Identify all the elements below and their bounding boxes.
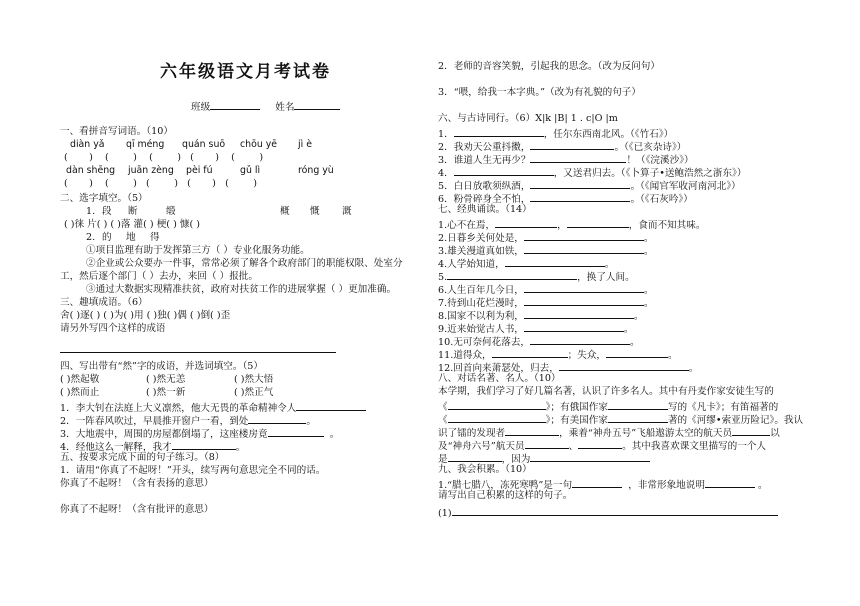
option-char: 段: [102, 206, 112, 217]
line-text: 5．白日放歌须纵酒，: [438, 181, 531, 192]
text: ，乘着“神舟五号”飞船遨游太空的航天员: [559, 428, 733, 439]
ran-idioms-row-2[interactable]: [60, 387, 273, 399]
pinyin-9: gǔ lì: [240, 165, 261, 176]
text: 。其中我喜欢课文里描写的一个人: [622, 441, 767, 452]
pinyin-8: pèi fú: [186, 165, 213, 176]
text: 写的《凡卡》；有笛福著的: [667, 402, 779, 413]
answer-blank[interactable]: [530, 334, 630, 345]
fill-sentence-1: ①项目监理有助于发挥第三方（ ）专业化服务功能。: [86, 245, 310, 256]
line-text: 4.人学始知道，: [438, 259, 505, 270]
answer-blank[interactable]: [268, 426, 324, 437]
line-text: 6.人生百年几今日，: [438, 285, 524, 296]
classics-paragraph-line-1: 本学期，我们学习了好几篇名著，认识了许多名人。其中有丹麦作家安徒生写的: [438, 386, 774, 397]
answer-blank[interactable]: [530, 152, 626, 163]
line-text: 6．粉骨碎身全不怕，: [438, 194, 531, 205]
text: 著的《河缪•索亚历险记》。我认: [667, 415, 804, 426]
answer-blank[interactable]: [606, 347, 668, 358]
period: 。: [623, 324, 634, 335]
answer-blank[interactable]: [572, 477, 622, 488]
praise-sentence-prompt: 你真了不起呀！（含有表扬的意思）: [60, 478, 214, 489]
text: 。: [758, 480, 768, 491]
text: 《: [438, 415, 448, 426]
line-text: ；失众，: [567, 350, 607, 361]
section1-heading: 一、看拼音写词语。（10）: [60, 126, 173, 137]
name-field[interactable]: [294, 99, 340, 110]
char-blanks-row-1[interactable]: ( )徕 片( ) ( )落 灌( ) 梗( ) 慷( ): [64, 219, 201, 230]
ran-idiom: ( )然无恙: [146, 374, 186, 385]
answer-blank[interactable]: [505, 425, 559, 436]
answer-blank[interactable]: [448, 399, 546, 410]
line-text: 10.无可奈何花落去，: [438, 337, 531, 348]
period: 。: [604, 259, 615, 270]
answer-blank[interactable]: [448, 412, 546, 423]
period: 。: [630, 337, 640, 348]
line-text: 2.日暮乡关何处是，: [438, 233, 524, 244]
text: 1.“腊七腊八，冻死寒鸭”是一句: [438, 480, 573, 491]
answer-blank[interactable]: [732, 425, 770, 436]
accumulate-line-3: [438, 505, 778, 520]
line-text: 7.待到山花烂漫时，: [438, 298, 524, 309]
ran-idioms-row-1[interactable]: [60, 374, 273, 386]
line-text: 8.国家不以利为利，: [438, 311, 524, 322]
criticism-sentence-prompt: 你真了不起呀！（含有批评的意思）: [60, 504, 214, 515]
answer-brackets-row-2[interactable]: ( ) ( ) ( ) ( ) ( ): [64, 178, 257, 189]
pinyin-6: dàn shēng: [66, 165, 116, 176]
answer-blank[interactable]: [454, 126, 544, 137]
period: 。: [643, 246, 654, 257]
option-char: 断: [128, 206, 138, 217]
section9-heading: 九、我会积累。（10）: [438, 464, 532, 475]
period: 。: [643, 298, 654, 309]
section5-heading: 五、按要求完成下面的句子练习。（8）: [60, 452, 225, 463]
polite-sentence-task: 3．“喂，给我一本字典。”（改为有礼貌的句子）: [438, 87, 641, 98]
section8-heading: 八、对话名著、名人。（10）: [438, 373, 561, 384]
answer-blank[interactable]: [524, 321, 624, 332]
option-num: 1.: [86, 206, 96, 217]
rhetorical-question-task: 2．老师的音容笑貌，引起我的思念。（改为反问句）: [438, 61, 660, 72]
section4-heading: 四、写出带有“然”字的成语，并选词填空。（5）: [60, 361, 263, 372]
comma: ，: [557, 220, 567, 231]
answer-blank[interactable]: [172, 439, 236, 450]
answer-blank[interactable]: [524, 243, 644, 254]
text: 是: [438, 454, 448, 465]
text: 《: [438, 402, 448, 413]
idiom-instruction: 请另外写四个这样的成语: [60, 323, 166, 334]
line-text: ！（《浣溪沙》）: [626, 155, 694, 166]
pinyin-7: juān zèng: [128, 165, 174, 176]
question-text: 4．经他这么一解释，我才: [60, 442, 172, 453]
period: 。: [633, 311, 644, 322]
pinyin-4: chōu yē: [240, 139, 278, 150]
answer-blank[interactable]: [524, 282, 644, 293]
ran-idiom: ( )然正气: [234, 387, 274, 398]
ran-idiom: ( )然起敬: [60, 374, 100, 385]
question-text: 3．大地震中，周围的房屋都倒塌了，这座楼房竟: [60, 429, 268, 440]
answer-blank[interactable]: [559, 360, 689, 371]
line-num: 1．: [438, 129, 454, 140]
answer-blank[interactable]: [492, 347, 568, 358]
answer-blank[interactable]: [530, 178, 630, 189]
answer-blank[interactable]: [525, 438, 569, 449]
pinyin-1: diàn yǎ: [70, 139, 105, 150]
class-field[interactable]: [210, 99, 260, 110]
answer-blank[interactable]: [495, 217, 557, 228]
idiom-answer-line[interactable]: [60, 352, 336, 353]
pinyin-10: róng yù: [298, 165, 334, 176]
answer-blank[interactable]: [530, 139, 614, 150]
accumulate-line-2: 请写出自己积累的这样的句子。: [438, 490, 573, 501]
option-char: 缎: [166, 206, 176, 217]
fill-sentence-3: ③通过大数据实现精准扶贫，政府对扶贫工作的进展掌握（ ）更加准确。: [86, 284, 397, 295]
answer-blank[interactable]: [530, 191, 630, 202]
option-char: 地: [126, 232, 136, 243]
text: ，非常形象地说明: [628, 480, 705, 491]
line-text: 1.心不在焉，: [438, 220, 496, 231]
section7-heading: 七、经典诵读。（14）: [438, 204, 532, 215]
option-char: 概: [280, 206, 290, 217]
pinyin-2: qī méng: [126, 139, 165, 150]
pinyin-5: jì è: [298, 139, 312, 150]
answer-line[interactable]: [452, 505, 778, 516]
answer-blank[interactable]: [567, 217, 629, 228]
line-text: ，食而不知其味。: [628, 220, 706, 231]
section3-heading: 三、趣填成语。（6）: [60, 297, 148, 308]
answer-brackets-row-1[interactable]: ( ) ( ) ( ) ( ) ( ): [64, 152, 264, 163]
period: 。: [235, 442, 246, 453]
fill-sentence-2b: 工，然后逐个部门（ ）去办，来回（ ）报批。: [60, 271, 258, 282]
class-label: 班级: [191, 102, 211, 113]
line-text: ，任尔东西南北风。（《竹石》）: [543, 129, 674, 140]
answer-blank[interactable]: [705, 477, 755, 488]
option-char: 慨: [310, 206, 320, 217]
line-text: 12.回首向来萧瑟处，归去，: [438, 363, 559, 374]
answer-blank[interactable]: [296, 400, 366, 411]
period: 。: [329, 429, 340, 440]
answer-blank[interactable]: [608, 399, 668, 410]
period: 。: [643, 285, 654, 296]
period: 。: [306, 416, 316, 427]
exam-title: 六年级语文月考试卷: [160, 62, 331, 82]
period: 。: [668, 350, 678, 361]
line-num: 5.: [438, 272, 448, 283]
question-text: 1．李大钊在法庭上大义凛然，他大无畏的革命精神令人: [60, 403, 297, 414]
answer-blank[interactable]: [454, 165, 554, 176]
answer-blank[interactable]: [608, 412, 668, 423]
answer-blank[interactable]: [530, 451, 650, 462]
sentence-question-1: 1．请用“你真了不起呀！”开头，续写两句意思完全不同的话。: [60, 465, 326, 476]
line-text: 。（《已亥杂诗》）: [614, 142, 687, 153]
option-char: 溉: [342, 206, 352, 217]
section6-heading: 六、与古诗同行。（6）X|k |B| 1 . c|O |m: [438, 113, 618, 124]
char-options-row-1: [86, 206, 352, 218]
line-num: (1): [438, 508, 452, 519]
pinyin-3: quán suō: [182, 139, 226, 150]
idiom-blanks-row[interactable]: 舍( )逐( ) ( )为( )用 ( )独( )偶 ( )倒( )歪: [60, 310, 231, 321]
line-text: 2．我劝天公重抖擞，: [438, 142, 531, 153]
line-text: 3．谁道人生无再少？: [438, 155, 531, 166]
pinyin-row-1: [70, 139, 312, 151]
class-name-line: [191, 99, 340, 114]
text: 以: [770, 428, 780, 439]
line-text: 。（《石灰吟》）: [630, 194, 693, 205]
option-char: 的: [102, 232, 112, 243]
period: 。: [688, 363, 699, 374]
text: 》；有俄国作家: [545, 402, 608, 413]
line-num: 4．: [438, 168, 454, 179]
line-text: 。（《闻官军收河南河北》）: [630, 181, 741, 192]
ran-idiom: ( )然一新: [146, 387, 186, 398]
option-char: 得: [150, 232, 160, 243]
answer-blank[interactable]: [248, 413, 306, 424]
answer-blank[interactable]: [524, 295, 644, 306]
fill-sentence-2a: ②企业或公众要办一件事，常常必须了解各个政府部门的职能权限、处室分: [86, 258, 403, 269]
answer-blank[interactable]: [448, 451, 502, 462]
line-text: 11.道得众，: [438, 350, 492, 361]
text: 识了镭的发现者: [438, 428, 506, 439]
char-options-row-2: [86, 232, 160, 244]
name-label: 姓名: [275, 102, 295, 113]
line-text: ，换了人间。: [577, 272, 635, 283]
option-num: 2.: [86, 232, 96, 243]
ran-idiom: ( )然大悟: [234, 374, 274, 385]
answer-blank[interactable]: [447, 269, 577, 280]
text: ，因为: [501, 454, 531, 465]
answer-blank[interactable]: [524, 308, 634, 319]
answer-blank[interactable]: [578, 438, 622, 449]
answer-blank[interactable]: [524, 230, 644, 241]
question-text: 2．一阵春风吹过，早晨推开窗户一看，到处: [60, 416, 249, 427]
text: 》；有美国作家: [545, 415, 608, 426]
period: 。: [643, 233, 654, 244]
line-text: ，又送君归去。（《卜算子•送鲍浩然之浙东》）: [553, 168, 747, 179]
pinyin-row-2: [66, 165, 334, 177]
text: 、: [568, 441, 579, 452]
text: 及“神舟六号”航天员: [438, 441, 525, 452]
line-text: 3.雄关漫道真如铁，: [438, 246, 524, 257]
answer-blank[interactable]: [505, 256, 605, 267]
ran-idiom: ( )然而止: [60, 387, 100, 398]
line-text: 9.近来始觉古人书，: [438, 324, 524, 335]
section2-heading: 二、选字填空。（5）: [60, 193, 148, 204]
